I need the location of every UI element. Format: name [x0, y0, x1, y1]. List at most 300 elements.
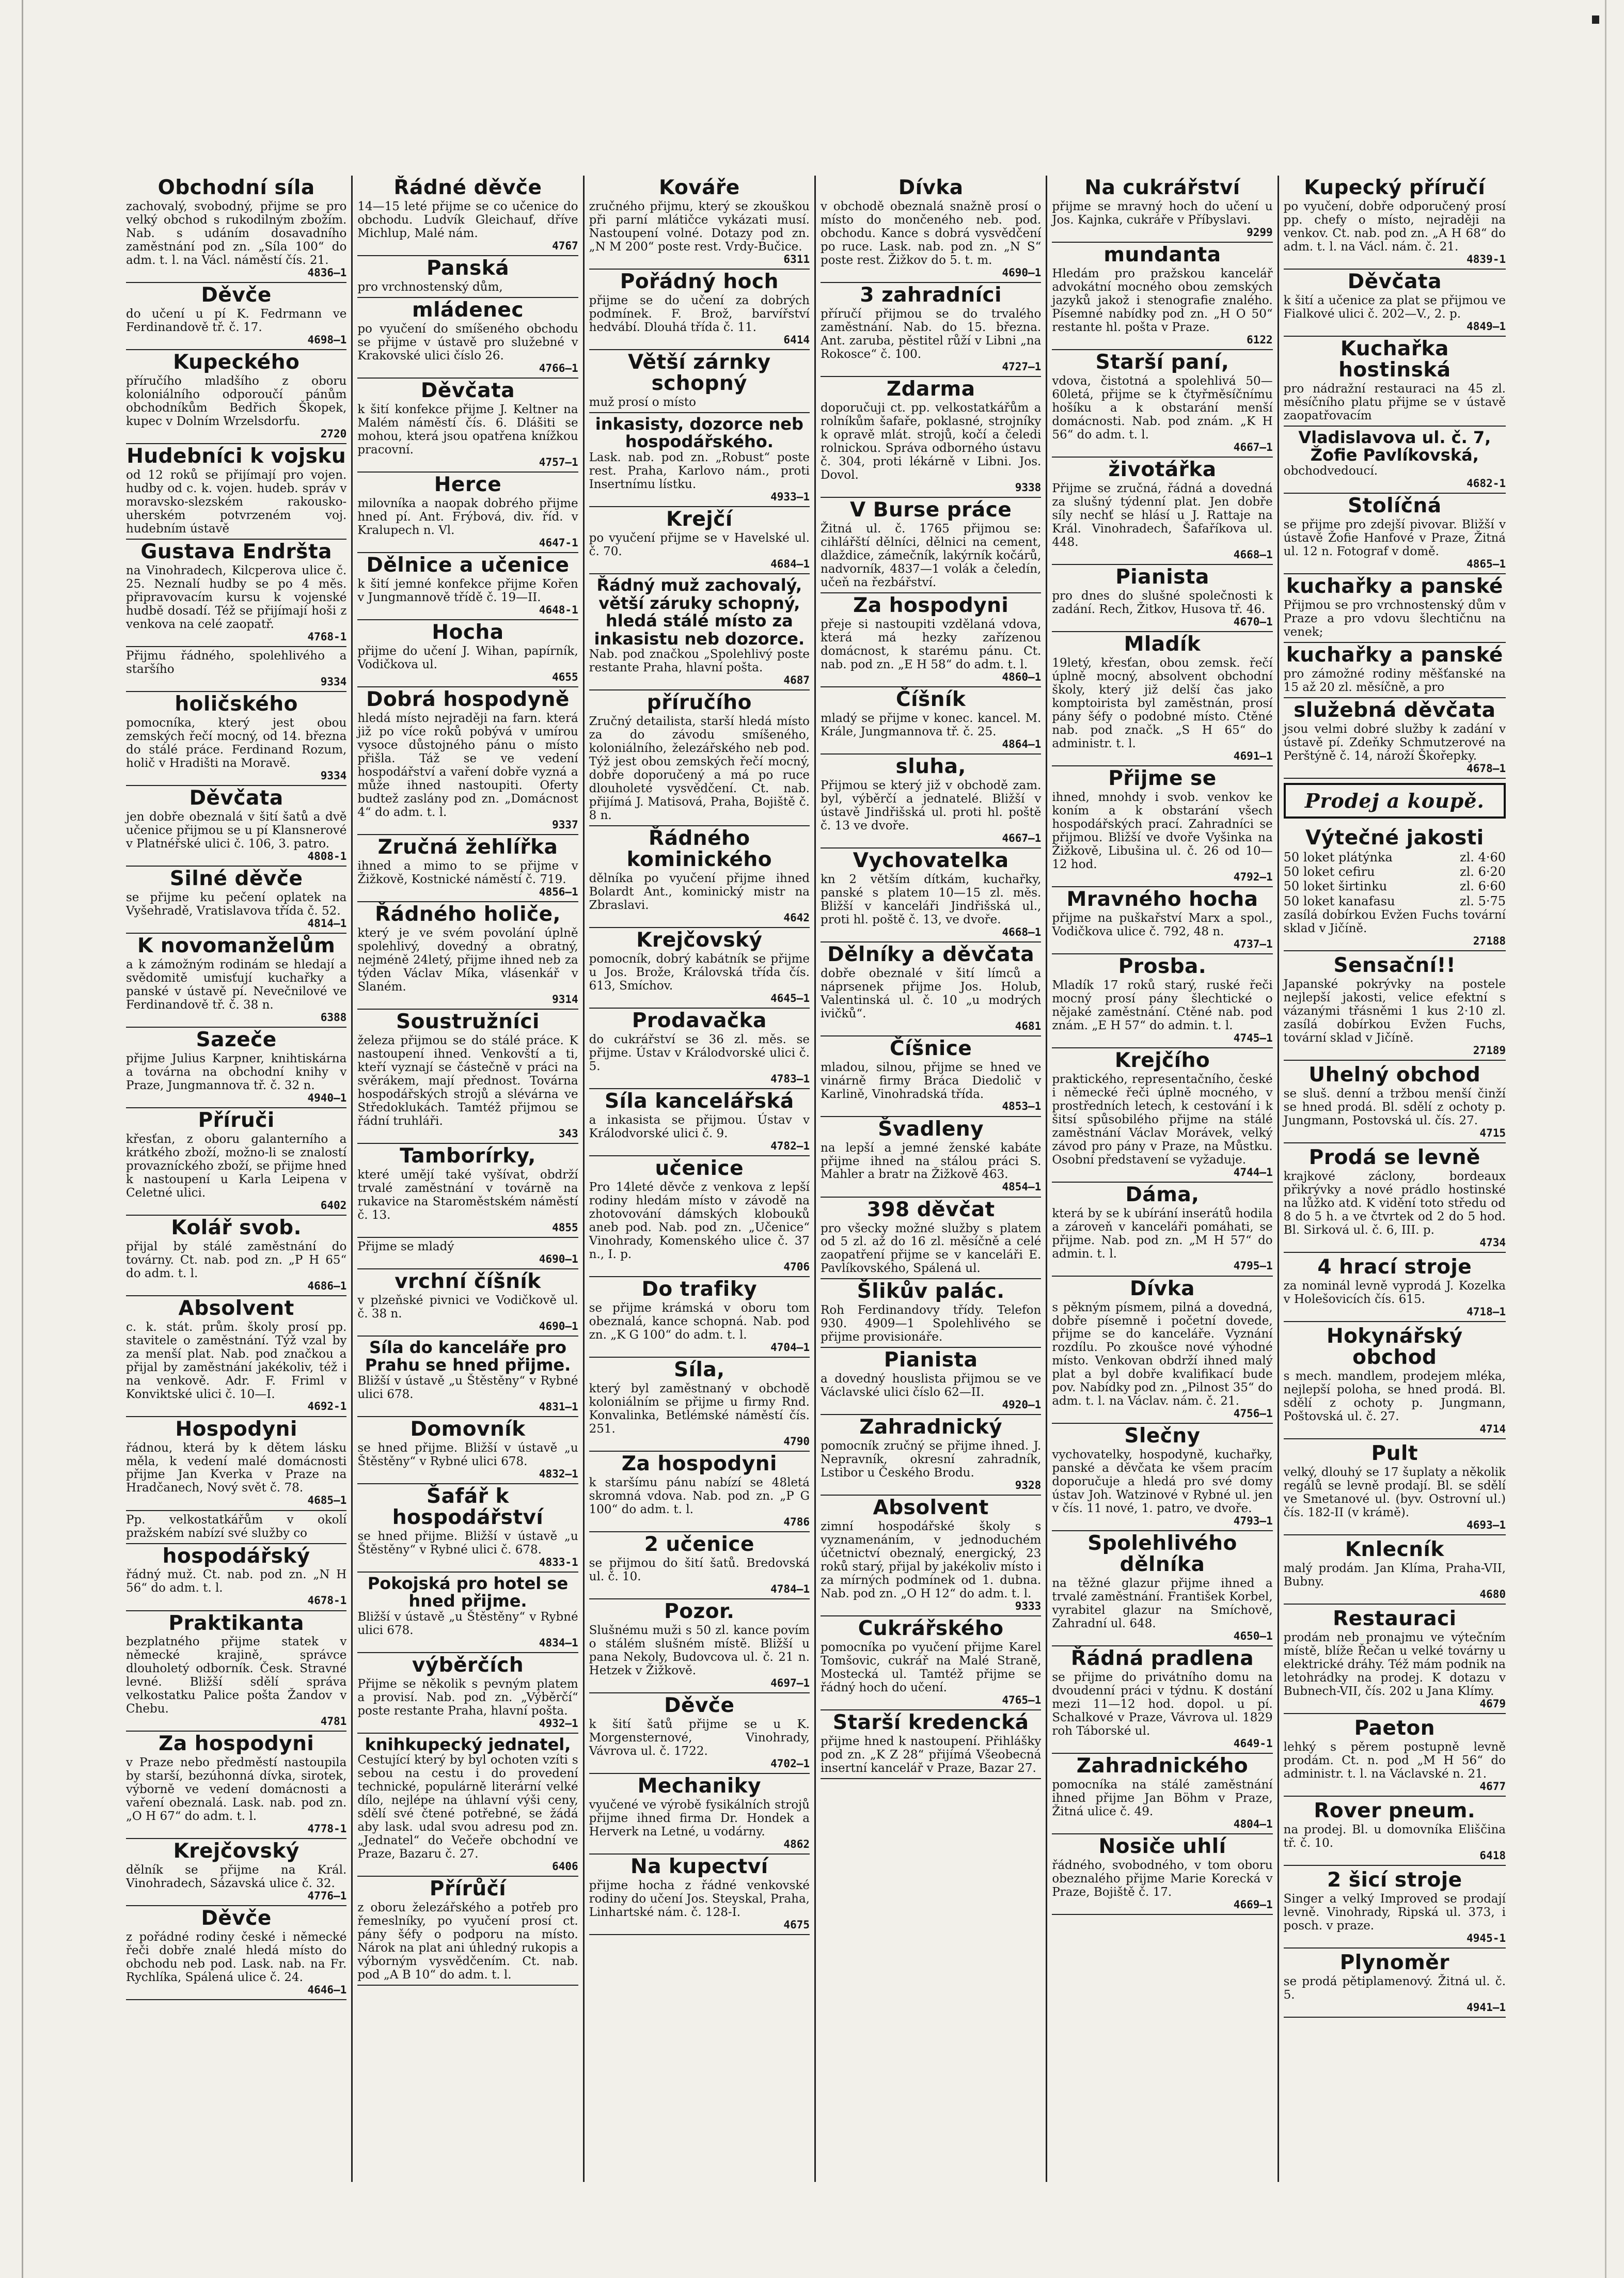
ad-text: Zručný detailista, starší hledá místo za do závodu smíšeného, koloniálního, železářského neb pod. Týž jest obou zemských řečí mocný, dobře doporučený a má po ruce dlouholeté vysvědčení. Ct. nab. přijímá J. Matisová, Praha, Bojiště č. 8 n.: [589, 715, 810, 823]
sale-ad: [1284, 1061, 1506, 1143]
ad-reference-number: 4856—1: [539, 885, 578, 898]
ad-text: na lepší a jemné ženské kabáte přijme ihned na stálou práci S. Mahler a bratr na Žižkově 463.: [821, 1141, 1042, 1182]
classified-ad: [357, 1484, 578, 1573]
classified-ad: [126, 1216, 346, 1296]
ad-text: k šití jemné konfekce přijme Kořen v Jungmannově třídě č. 19—II.: [357, 577, 578, 604]
classified-ad: [126, 1544, 346, 1611]
ad-heading: holičského: [175, 692, 298, 716]
ad-heading: 3 zahradníci: [860, 283, 1002, 307]
ad-heading: Číšník: [896, 687, 966, 711]
classified-ad: [126, 934, 346, 1028]
ad-reference-number: 4697—1: [770, 1676, 810, 1689]
ad-text: pomocníka, který jest obou zemských řečí mocný, od 14. března do stálé práce. Ferdinand Rozum, holič v Hradišti na Moravě.: [126, 716, 347, 770]
sale-ad-heading: Rover pneum.: [1314, 1799, 1476, 1823]
sale-ad-text: prodám neb pronajmu ve výtečním místě, blíže Řečan u velké továrny u elektrické dráhy. Též mám podnik na letohrádky na prodej. K dotazu v Bubnech-VII, čís. 202 u Jana Klímy.: [1283, 1630, 1506, 1698]
ad-reference-number: 4853—1: [1002, 1100, 1042, 1113]
ad-text: na těžné glazur přijme ihned a trvalé zaměstnání. František Korbel, vyrabitel glazur na Smíchově, Zahradní ul. 648.: [1052, 1577, 1273, 1631]
section-title-sale: Prodej a koupě.: [1284, 783, 1506, 819]
ad-text: k staršímu pánu nabízí se 48letá skromná vdova. Nab. pod zn. „P G 100“ do adm. t. l.: [589, 1475, 810, 1516]
sale-ad-text: velký, dlouhý se 17 šuplaty a několik regálů se levně prodají. Bl. se sdělí ve Smetanové ul. (byv. Ostrovní ul.) čís. 182-II (v krámě).: [1283, 1465, 1506, 1519]
price-line: [1284, 850, 1506, 865]
ad-text: 19letý, křesťan, obou zemsk. řečí úplně mocný, absolvent obchodní školy, který již delší čas jako komptoirista byl zaměstnán, prosí pány šéfy o podobné místo. Ctěné nab. pod značk. „S H 65“ do administr. t. l.: [1052, 656, 1273, 750]
classified-ad: [357, 687, 578, 835]
ad-reference-number: 4678—1: [1467, 762, 1506, 775]
ad-text: jen dobře obeznalá v šití šatů a dvě učenice přijmou se u pí Klansnerové v Platnéřské ulici č. 106, 3. patro.: [126, 810, 347, 851]
ad-heading: Číšnice: [889, 1036, 972, 1060]
ad-heading: Pianista: [1115, 565, 1209, 589]
ad-heading: K novomanželům: [137, 934, 336, 957]
ad-reference-number: 4864—1: [1002, 737, 1042, 750]
ad-heading: sluha,: [895, 755, 966, 778]
ad-reference-number: 4690—1: [539, 1252, 578, 1265]
ad-heading: Prodavačka: [632, 1009, 767, 1032]
ad-text: přeje si nastoupiti vzdělaná vdova, která má hezky zařízenou domácnost, k starému pánu. Ct. nab. pod zn. „E H 58“ do adm. t. l.: [821, 617, 1042, 671]
ad-reference-number: 6311: [783, 253, 810, 265]
ad-heading: Švadleny: [878, 1117, 984, 1141]
ad-heading: Do trafiky: [641, 1277, 758, 1301]
ad-text: dělník se přijme na Král. Vinohradech, Sázavská ulice č. 32.: [126, 1863, 347, 1891]
classified-ad: [357, 1269, 578, 1337]
ad-heading: Řádné děvče: [393, 176, 542, 199]
ad-text: doporučuji ct. pp. velkostatkářům a rolníkům šafaře, poklasné, strojníky k opravě mlát. strojů, kočí a čeledi rolnickou. Správa odborného ústavu č. 304, proti lékárně v Libni. Jos. Dovol.: [821, 401, 1042, 482]
classified-ad: [126, 1839, 346, 1906]
ad-heading: Hospodyni: [175, 1417, 297, 1441]
classified-ad: [821, 849, 1041, 942]
ad-reference-number: 4715: [1479, 1126, 1506, 1139]
ad-reference-number: 4766—1: [539, 362, 578, 374]
ad-heading: Přírůčí: [429, 1877, 507, 1901]
classified-ad: [589, 1532, 810, 1599]
price-item: 50 loket kanafasu: [1283, 893, 1395, 908]
ad-text: dělníka po vyučení přijme ihned Bolardt Ant., kominický mistr na Zbraslavi.: [589, 871, 810, 912]
price-item: 50 loket širtinku: [1283, 879, 1388, 894]
ad-heading: Krejčovský: [173, 1840, 299, 1863]
ad-text: z pořádné rodiny české i německé řeči dobře znalé hledá místo do obchodu neb pod. Lask. nab. na Fr. Rychlíka, Spálená ulice č. 24.: [126, 1930, 347, 1985]
sale-ad-text: se prodá pětiplamenový. Žitná ul. č. 5.: [1283, 1974, 1506, 2002]
ad-text: Bližší v ústavě „u Štěstěny“ v Rybné ulici 678.: [357, 1374, 578, 1401]
ad-heading: Na kupectví: [630, 1855, 768, 1878]
sale-ad: [1284, 1439, 1506, 1535]
ad-heading: Dobrá hospodyně: [366, 687, 570, 711]
ad-reference-number: 4668—1: [1233, 548, 1273, 561]
ad-reference-number: 343: [558, 1127, 578, 1140]
ad-reference-number: 4783—1: [770, 1072, 810, 1085]
ad-reference-number: 4768-1: [307, 630, 347, 643]
ad-heading: Panská: [426, 256, 510, 280]
classified-ad: [821, 377, 1041, 498]
classified-ad: [357, 379, 578, 473]
price-value: zl. 6·60: [1459, 879, 1506, 894]
ad-text: pomocník zručný se přijme ihned. J. Nepravník, okresní zahradník, Lstibor u Českého Brodu.: [821, 1439, 1042, 1480]
ad-heading: Hudebníci k vojsku: [127, 444, 346, 468]
ad-reference-number: 4782—1: [770, 1139, 810, 1152]
ad-reference-number: 4684—1: [770, 557, 810, 570]
classified-ad: [1052, 176, 1272, 243]
ad-reference-number: 4704—1: [770, 1341, 810, 1354]
ad-text: který je ve svém povolání úplně spolehlivý, dovedný a obratný, nejméně 24letý, přijme ihned neb za týden Václav Míka, vlásenkář v Slaném.: [357, 926, 578, 994]
ad-text: přijme se mravný hoch do učení u Jos. Kajnka, cukráře v Příbyslavi.: [1052, 199, 1273, 227]
ad-reference-number: 4655: [552, 670, 578, 683]
ad-text: Přijmou se pro vrchnostenský dům v Praze a pro vdovu šlechtičnu na venek;: [1283, 598, 1506, 639]
ad-text: Bližší v ústavě „u Štěstěny“ v Rybné ulici 678.: [357, 1610, 578, 1637]
price-line: [1284, 894, 1506, 908]
classified-ad: [126, 867, 346, 934]
ad-heading: Dáma,: [1125, 1183, 1200, 1206]
ad-text: po vyučení, dobře odporučený prosí pp. chefy o místo, nejraději na venkov. Ct. nab. pod zn. „A H 68“ do adm. t. l. na Václ. nám. č. 21.: [1283, 199, 1506, 254]
sale-ad: [1284, 1253, 1506, 1322]
classified-ad: [1052, 1531, 1272, 1646]
ad-reference-number: 4685—1: [307, 1494, 347, 1507]
ad-heading: Šlikův palác.: [857, 1280, 1005, 1303]
ad-heading: Síla do kanceláře pro Prahu se hned přijme.: [365, 1337, 571, 1375]
ad-text: od 12 roků se přijímají pro vojen. hudby od c. k. vojen. hudeb. správ v moravsko-slezském rakousko-uherském potvrzeném voj. hudebním ústavě: [126, 468, 347, 536]
ad-heading: Děvče: [664, 1693, 735, 1717]
ad-text: pro vrchnostenský dům,: [357, 280, 503, 294]
ad-text: po vyučení přijme se v Havelské ul. č. 70.: [589, 531, 810, 558]
ad-heading: Kováře: [658, 176, 740, 199]
ad-text: řádného, svobodného, v tom oboru obeznalého přijme Marie Korecká v Praze, Bojiště č. 17.: [1052, 1859, 1273, 1899]
classified-ad: [1052, 565, 1272, 632]
classified-ad: [126, 786, 346, 867]
ad-heading: výběrčích: [412, 1653, 524, 1677]
ad-reference-number: 4667—1: [1002, 831, 1042, 844]
ad-reference-number: 4675: [783, 1918, 810, 1931]
ad-reference-number: 4702—1: [770, 1757, 810, 1770]
classified-ad: [1052, 766, 1272, 887]
classified-ad: [1052, 1424, 1272, 1531]
classified-ad: [589, 176, 810, 270]
ad-text: v Praze nebo předměstí nastoupila by starší, bezúhonná dívka, sirotek, výborně ve vedení domácnosti a vaření obeznalá. Lask. nab. pod zn. „O H 67“ do adm. t. l.: [126, 1756, 347, 1824]
classified-ad: [1052, 350, 1272, 458]
ad-text: obchodvedoucí.: [1283, 464, 1378, 478]
ad-text: křesťan, z oboru galanterního a krátkého zboží, možno-li se znalostí provazníckého zboží, se přijme hned k nastoupení u Karla Leipena v Celetné ulici.: [126, 1132, 347, 1200]
ad-reference-number: 2720: [320, 427, 347, 440]
sale-ad-text: zasílá dobírkou Evžen Fuchs tovární sklad v Jičíně.: [1283, 908, 1506, 935]
classified-ad: [589, 1774, 810, 1855]
ad-text: Pro 14leté děvče z venkova z lepší rodiny hledám místo v závodě na zhotovování dámských klobouků aneb pod. Nab. pod zn. „Učenice“ Vinohrady, Komenského ulice č. 37 n., I. p.: [589, 1180, 810, 1261]
ad-text: s pěkným písmem, pilná a dovedná, dobře písemně i početní dovede, přijme se do kanceláře. Vyznání rozdílu. Po zkoušce nové výhodné místo. Venkovan obdrží ihned malý plat a byl dobře kvalifikací bude pov. Nabídky pod zn. „Pilnost 35“ do adm. t. l. na Václav. nám. č. 21.: [1052, 1300, 1273, 1408]
ad-heading: Děvče: [201, 283, 272, 307]
sale-ad: [1284, 951, 1506, 1061]
sale-ad-text: Japanské pokrývky na postele nejlepší jakosti, velice efektní s vázanými třásněmi 1 kus 2·10 zl. zasílá dobírkou Evžen Fuchs, tovární sklad v Jičíně.: [1283, 977, 1506, 1045]
sale-ad: [1284, 1866, 1506, 1949]
sale-ad-heading: Restauraci: [1333, 1607, 1457, 1630]
ad-heading: Absolvent: [873, 1496, 989, 1520]
classified-ad: [821, 1616, 1041, 1710]
ad-text: dobře obeznalé v šití límců a náprsenek přijme Jos. Holub, Valentinská ul. č. 10 „u modrých ivičků“.: [821, 966, 1042, 1020]
classified-ad: [821, 1198, 1041, 1280]
ad-heading: Síla kancelářská: [604, 1089, 794, 1113]
ad-heading: Cukrářského: [858, 1617, 1004, 1641]
ad-reference-number: 4834—1: [539, 1636, 578, 1649]
ad-reference-number: 4693—1: [1467, 1518, 1506, 1531]
ads-column-1: [121, 176, 353, 2182]
classified-ad: [357, 553, 578, 620]
ad-text: vyučené ve výrobě fysikálních strojů přijme ihned firma Dr. Hondek a Herverk na Letné, u vodárny.: [589, 1798, 810, 1839]
classified-ad: [357, 902, 578, 1010]
sale-ad-heading: Uhelný obchod: [1308, 1063, 1481, 1087]
ad-reference-number: 4648-1: [539, 603, 578, 616]
ad-text: Žitná ul. č. 1765 přijmou se: cihlářští dělníci, dělnici na cement, dlaždice, zámečník, lakýrník kočárů, nadvorník, 4837—1 volák a čeledín, učeň na řezbářství.: [821, 522, 1042, 589]
ad-heading: Tamborírky,: [400, 1144, 536, 1168]
ad-heading: Soustružníci: [396, 1010, 540, 1033]
ads-column-4: [816, 176, 1047, 2182]
classified-ad: [126, 1417, 346, 1511]
ad-reference-number: 4681: [1015, 1019, 1042, 1032]
classified-ad: [357, 1734, 578, 1877]
ad-text: se hned přijme. Bližší v ústavě „u Štěstěny“ v Rybné ulici č. 678.: [357, 1529, 578, 1557]
ad-reference-number: 4745—1: [1233, 1031, 1273, 1044]
ad-heading: Dívka: [1130, 1277, 1195, 1300]
ad-heading: Děvčata: [420, 379, 515, 402]
ad-heading: Vychovatelka: [853, 849, 1009, 872]
ad-heading: Vladislavova ul. č. 7, Žofie Pavlíkovská,: [1298, 427, 1491, 465]
ad-reference-number: 4793—1: [1233, 1515, 1273, 1528]
page-right-edge: [1605, 0, 1606, 2278]
classified-ad: [357, 1010, 578, 1144]
ad-text: se přijme krámská v oboru tom obeznalá, kance schopná. Nab. pod zn. „K G 100“ do adm. t. l.: [589, 1301, 810, 1342]
sale-ad-heading: Plynoměr: [1339, 1951, 1449, 1974]
ad-heading: Přijme se: [1108, 766, 1217, 790]
ad-text: Přijme se zručná, řádná a dovedná za slušný týdenní plat. Jen dobře síly nechť se hlásí u J. Rattaje na Král. Vinohradech, Šafaříkova ul. 448.: [1052, 481, 1273, 549]
ad-heading: Zahradnického: [1076, 1754, 1249, 1778]
classified-ad: [1284, 494, 1506, 574]
ad-text: milovníka a naopak dobrého přijme hned pí. Ant. Frýbová, div. říd. v Kralupech n. Vl.: [357, 496, 578, 537]
classified-ad: [126, 540, 346, 647]
ad-reference-number: 4784—1: [770, 1582, 810, 1595]
sale-ad-heading: 2 šicí stroje: [1327, 1868, 1462, 1892]
ad-reference-number: 9299: [1247, 226, 1273, 239]
ad-reference-number: 4920—1: [1002, 1399, 1042, 1411]
ad-text: přijme hocha z řádné venkovské rodiny do učení Jos. Steyskal, Praha, Linhartské nám. č. 128-I.: [589, 1878, 810, 1919]
classified-ad: [821, 1710, 1041, 1779]
ad-heading: Starší kredencká: [832, 1711, 1029, 1735]
ad-heading: Slečny: [1124, 1424, 1201, 1448]
ad-reference-number: 4849—1: [1467, 320, 1506, 333]
ad-heading: 2 učenice: [644, 1532, 754, 1556]
ad-reference-number: 4691—1: [1233, 749, 1273, 762]
ad-reference-number: 4778-1: [307, 1823, 347, 1835]
ad-heading: Za hospodyni: [621, 1452, 777, 1475]
classified-ad: [589, 826, 810, 928]
ad-text: Lask. nab. pod zn. „Robust“ poste rest. Praha, Karlovo nám., proti Insertnímu lístku.: [589, 450, 810, 491]
ad-reference-number: 6418: [1479, 1849, 1506, 1862]
ad-reference-number: 4737—1: [1233, 937, 1273, 950]
classified-ad: [1052, 1183, 1272, 1277]
ad-reference-number: 4687: [783, 674, 810, 687]
classified-ad: [126, 350, 346, 444]
ad-reference-number: 4941—1: [1467, 2001, 1506, 2014]
classified-ad: [126, 444, 346, 540]
ad-text: ihned, mnohdy i svob. venkov ke koním a k obstarání všech hospodářských prací. Zahradníci se přijmou. Bližší ve dvoře Vyšinka na Žižkově, Libušina ul. č. 26 od 10—12 hod.: [1052, 790, 1273, 871]
ad-reference-number: 9334: [320, 675, 347, 688]
sale-ad-heading: 4 hrací stroje: [1317, 1255, 1472, 1279]
ad-reference-number: 4680: [1479, 1588, 1506, 1600]
ad-reference-number: 4831—1: [539, 1400, 578, 1413]
ad-text: v obchodě obeznalá snažně prosí o místo do mončeného neb. pod. obchodu. Kance s dobrá vysvědčení po ruce. Lask. nab. pod zn. „N S“ poste rest. Žižkov do 5. t. m.: [821, 199, 1042, 267]
ad-reference-number: 6122: [1247, 333, 1273, 346]
classified-ad: [126, 1108, 346, 1216]
ad-reference-number: 4734: [1479, 1236, 1506, 1249]
ad-text: Slušnému muži s 50 zl. kance povím o stálém slušném místě. Bližší u pana Nekoly, Budovcova ul. č. 21 n. Hetzek v Žižkově.: [589, 1623, 810, 1677]
ad-text: se přijmou do šití šatů. Bredovská ul. č. 10.: [589, 1556, 810, 1583]
ad-heading: Dělníky a děvčata: [827, 942, 1035, 966]
ad-reference-number: 4945-1: [1467, 1931, 1506, 1944]
ad-reference-number: 4756—1: [1233, 1407, 1273, 1420]
sale-ad: [1284, 1797, 1506, 1866]
ad-text: a k zámožným rodinám se hledají a svědomitě umisťují kuchařky a panské v ústavě pí. Nevečnilové ve Ferdinandově tř. č. 38 n.: [126, 957, 347, 1012]
classified-ad: [589, 574, 810, 690]
ad-heading: Za hospodyni: [159, 1732, 314, 1756]
ad-text: řádný muž. Ct. nab. pod zn. „N H 56“ do adm. t. l.: [126, 1568, 347, 1595]
ad-reference-number: 9338: [1015, 481, 1042, 494]
classified-ad: [1052, 887, 1272, 954]
price-item: 50 loket plátýnka: [1283, 850, 1393, 865]
ad-heading: životářka: [1108, 458, 1217, 481]
classified-ad: [1052, 1834, 1272, 1915]
ad-reference-number: 4670—1: [1233, 615, 1273, 628]
classified-ad: [589, 690, 810, 826]
ad-reference-number: 4714: [1479, 1422, 1506, 1435]
price-value: zl. 6·20: [1459, 864, 1506, 879]
classified-ad: [126, 692, 346, 786]
ad-heading: služebná děvčata: [1294, 698, 1496, 722]
sale-ad: [1284, 1535, 1506, 1605]
ad-reference-number: 4649-1: [1233, 1737, 1273, 1750]
ad-text: praktického, representačního, české i německé řeči úplně mocného, v prostředních letech, k cestování i k šitsí spůsobilého přijme na stálé zaměstnání Václav Morávek, velký závod pro pány v Praze, na Můstku. Osobní představení se vyžaduje.: [1052, 1072, 1273, 1167]
ads-column-2: [353, 176, 584, 2182]
classified-ad: [821, 1415, 1041, 1496]
ad-heading: vrchní číšník: [395, 1269, 541, 1293]
ad-heading: Prosba.: [1118, 954, 1207, 978]
classified-ad: [126, 1511, 346, 1544]
ad-text: vychovatelky, hospodyně, kuchařky, panské a děvčata ke všem pracím doporučuje a hledá pro své domy ústav Joh. Watzinové v Rybné ul. jen v čís. 11 nové, 1. patro, ve dvoře.: [1052, 1448, 1273, 1516]
ad-reference-number: 4757—1: [539, 455, 578, 468]
ad-heading: Obchodní síla: [157, 176, 315, 199]
ad-reference-number: 4767: [552, 239, 578, 252]
classified-ad: [821, 1117, 1041, 1198]
ad-heading: Řádná pradlena: [1070, 1647, 1254, 1671]
ad-text: přijal by stálé zaměstnání do továrny. Ct. nab. pod zn. „P H 65“ do adm. t. l.: [126, 1239, 347, 1280]
ad-text: na Vinohradech, Kilcperova ulice č. 25. Neznalí hudby se po 4 měs. připravovacím kursu k vojenské hudbě dosadí. Též se přijímají hoši z venkova na celé zaopatř.: [126, 563, 347, 631]
ad-reference-number: 4690—1: [1002, 266, 1042, 279]
ad-text: Roh Ferdinandovy třídy. Telefon 930. 4909—1 Spolehlivého se přijme provisionáře.: [821, 1303, 1042, 1344]
ad-text: z oboru železářského a potřeb pro řemeslníky, po vyučení prosí ct. pány šéfy o podporu na místo. Nárok na plat ani úhledný rukopis a výborným vysvědčením. Ct. nab. pod „A B 10“ do adm. t. l.: [357, 1901, 578, 1982]
ad-heading: Spolehlivého dělníka: [1087, 1532, 1237, 1577]
classified-ad: [1284, 427, 1506, 494]
ad-reference-number: 4833-1: [539, 1556, 578, 1568]
ad-heading: Dělnice a učenice: [366, 553, 570, 577]
ad-text: pro dnes do slušné společnosti k zadání. Rech, Žitkov, Husova tř. 46.: [1052, 589, 1273, 616]
classified-ad: [589, 1156, 810, 1277]
ad-reference-number: 4932—1: [539, 1717, 578, 1730]
ad-text: Přijme se mladý: [357, 1239, 454, 1253]
ad-reference-number: 6406: [552, 1860, 578, 1873]
classified-ad: [589, 350, 810, 413]
ad-text: přijme hned k nastoupení. Přihlášky pod zn. „K Z 28“ přijímá Všeobecná insertní kancelář v Praze, Bazar 27.: [821, 1735, 1042, 1776]
ad-text: Pp. velkostatkářům v okolí pražském nabízí své služby co: [126, 1513, 347, 1540]
classified-ad: [1052, 243, 1272, 350]
ad-reference-number: 9337: [552, 818, 578, 831]
classified-ad: [1052, 954, 1272, 1048]
ad-text: Přijmou se který již v obchodě zam. byl, výběrčí a jednatelé. Bližší v ústavě Jindřišská ul. proti hl. poště č. 13 ve dvoře.: [821, 778, 1042, 832]
ad-reference-number: 4692-1: [307, 1400, 347, 1413]
classified-ad: [1284, 270, 1506, 337]
classified-ad: [821, 498, 1041, 593]
ad-reference-number: 4836—1: [307, 266, 347, 279]
sale-ad-heading: Knlecník: [1345, 1537, 1444, 1561]
ad-text: ihned a mimo to se přijme v Žižkově, Kostnické náměstí č. 719.: [357, 859, 578, 886]
ad-heading: Pořádný hoch: [620, 270, 779, 293]
ad-heading: Gustava Endršta: [140, 540, 332, 563]
ad-reference-number: 4677: [1479, 1780, 1506, 1793]
ad-reference-number: 4669—1: [1233, 1898, 1273, 1911]
ad-reference-number: 9314: [552, 993, 578, 1006]
ad-heading: Absolvent: [178, 1296, 294, 1320]
ad-heading: Řádného holiče,: [375, 902, 561, 926]
ad-reference-number: 4814—1: [307, 917, 347, 930]
sale-ad-text: na prodej. Bl. u domovníka Eliščina tř. č. 10.: [1283, 1823, 1506, 1850]
ad-reference-number: 6414: [783, 333, 810, 346]
classified-ad: [126, 283, 346, 350]
ad-reference-number: 4933—1: [770, 490, 810, 503]
ads-column-5: [1047, 176, 1279, 2182]
ad-text: muž prosí o místo: [589, 395, 696, 409]
sale-ad-text: krajkové záclony, bordeaux přikrývky a nové prádlo hostinské na lůžko atd. K vidění toto středu od 8 do 5 h. a ve čtvrtek od 2 do 5 hod. Bl. Sirková ul. č. 6, III. p.: [1283, 1169, 1506, 1237]
ad-heading: Krejčovský: [636, 928, 763, 952]
ad-reference-number: 4686—1: [307, 1279, 347, 1292]
ad-text: příručí přijmou se do trvalého zaměstnání. Nab. do 15. března. Ant. zaruba, pěstitel růží v Libni „na Rokosce“ č. 100.: [821, 307, 1042, 361]
ad-heading: Hocha: [432, 620, 504, 644]
ad-heading: Krejčí: [666, 507, 733, 531]
ad-reference-number: 9334: [320, 769, 347, 782]
classified-ad: [126, 1906, 346, 2000]
ad-reference-number: 4832—1: [539, 1467, 578, 1480]
ad-heading: Kupecký příručí: [1304, 176, 1486, 199]
ad-text: pro nádražní restauraci na 45 zl. měsíčního platu přijme se v ústavě zaopatřovacím: [1283, 382, 1506, 422]
ad-reference-number: 27188: [1473, 934, 1506, 947]
ad-text: pomocník, dobrý kabátník se přijme u Jos. Brože, Královská třída čís. 613, Smíchov.: [589, 952, 810, 993]
classified-ad: [357, 1573, 578, 1653]
ad-reference-number: 4854—1: [1002, 1181, 1042, 1193]
ad-text: jsou velmi dobré služby k zadání v ústavě pí. Zdeňky Schmutzerové na Perštýně č. 14, nároží Škořepky.: [1283, 722, 1506, 763]
classified-ad: [357, 473, 578, 553]
ad-reference-number: 4862: [783, 1837, 810, 1850]
sale-ad-text: s mech. mandlem, prodejem mléka, nejlepší poloha, se hned prodá. Bl. sdělí z ochoty p. Jungmann, Poštovská ul. č. 27.: [1283, 1369, 1506, 1423]
ad-heading: Herce: [434, 473, 502, 496]
ad-heading: Stolíčná: [1348, 494, 1442, 517]
ad-reference-number: 4668—1: [1002, 925, 1042, 938]
classified-ad: [821, 755, 1041, 849]
sale-ad: [1284, 824, 1506, 951]
ad-heading: Pokojská pro hotel se hned přijme.: [367, 1573, 569, 1611]
classified-ad: [1052, 632, 1272, 766]
ad-heading: Nosiče uhlí: [1098, 1835, 1226, 1859]
classified-ad: [821, 1279, 1041, 1348]
ad-reference-number: 4679: [1479, 1697, 1506, 1710]
sale-ad: [1284, 1949, 1506, 2018]
classified-ad: [357, 1337, 578, 1417]
classified-ad: [357, 256, 578, 298]
ad-heading: Děvče: [201, 1907, 272, 1930]
ad-reference-number: 9333: [1015, 1600, 1042, 1613]
ad-heading: Mravného hocha: [1066, 887, 1258, 911]
ad-text: se přijme do privátního domu na dvoudenní práci v týdnu. K dostání mezi 11—12 hod. dopol. u pí. Schalkové v Praze, Vávrova ul. 1829 roh Táborské ul.: [1052, 1671, 1273, 1738]
ad-heading: Kuchařka hostinská: [1338, 337, 1451, 382]
ad-reference-number: 4855: [552, 1221, 578, 1234]
classified-ad: [589, 1599, 810, 1693]
sale-ad-heading: Sensační!!: [1333, 953, 1456, 977]
